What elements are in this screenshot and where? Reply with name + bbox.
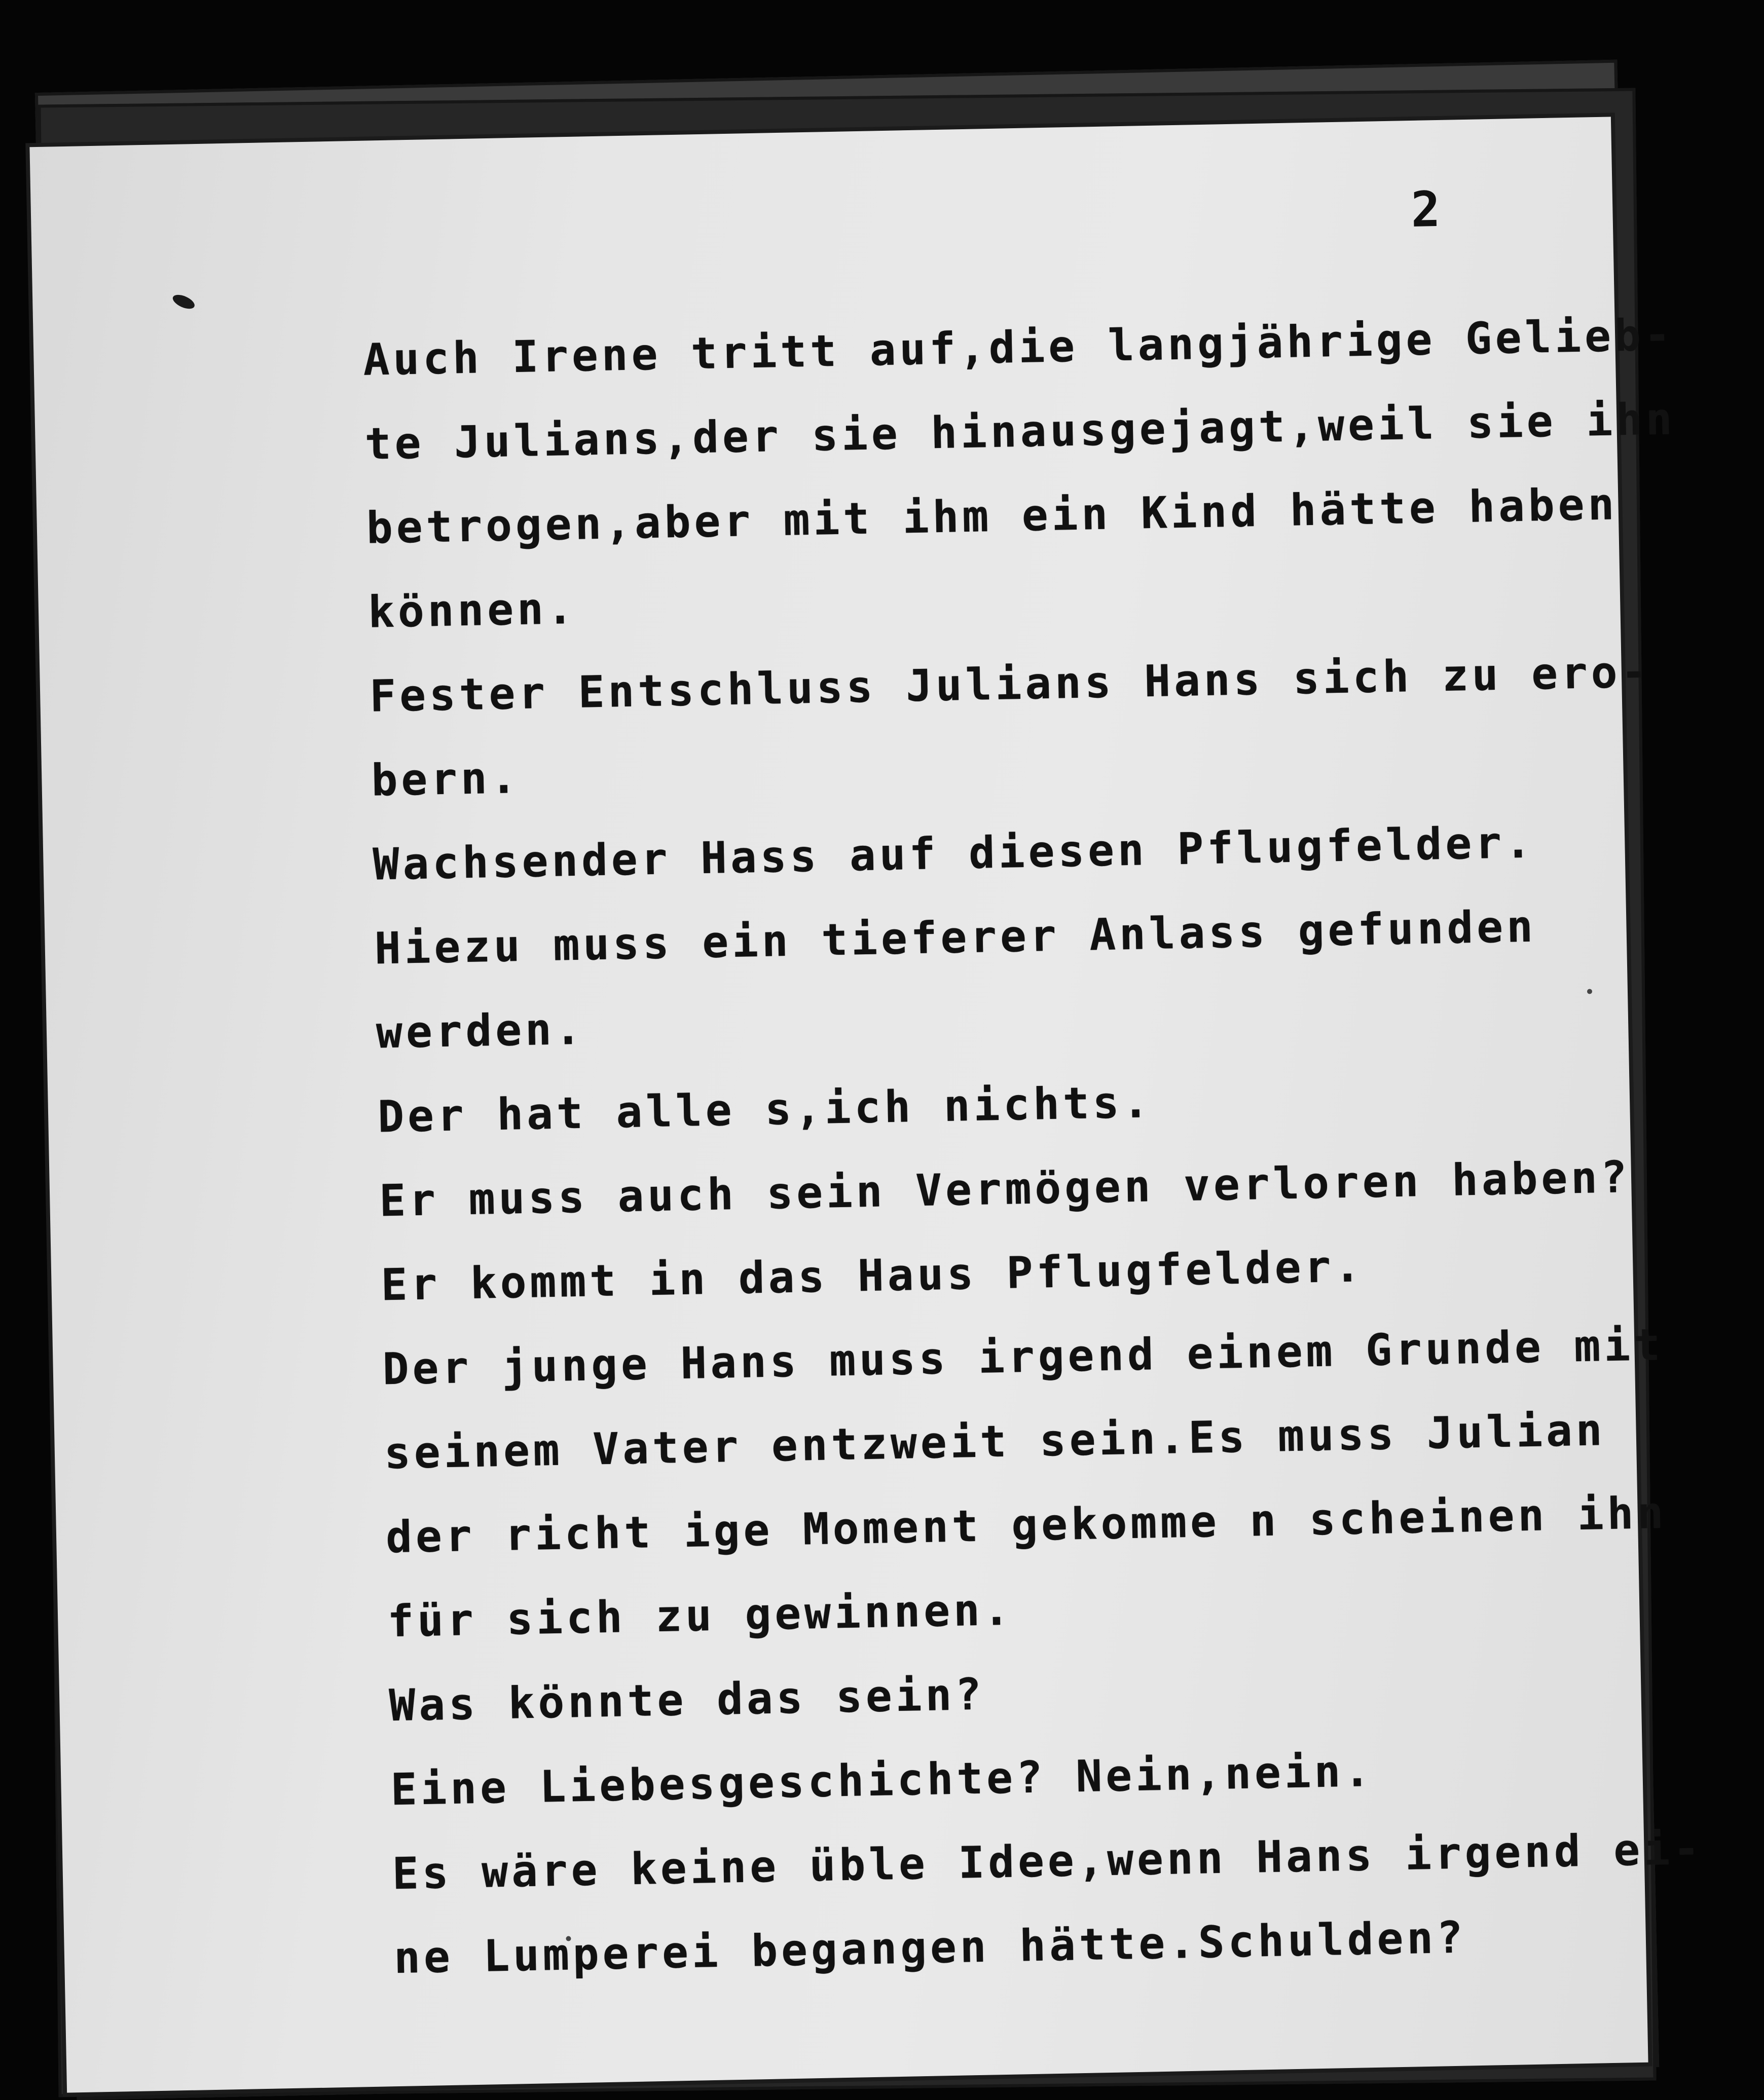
text-line: für sich zu gewinnen. — [387, 1584, 1014, 1647]
text-line: Er kommt in das Haus Pflugfelder. — [380, 1241, 1365, 1311]
text-line: Es wäre keine üble Idee,wenn Hans irgend ei- — [392, 1823, 1704, 1900]
text-line: Der junge Hans muss irgend einem Grunde mit — [382, 1319, 1664, 1395]
text-line: Er muss auch sein Vermögen verloren haben? — [379, 1152, 1631, 1227]
text-line: ne Lumperei begangen hätte.Schulden? — [393, 1912, 1467, 1984]
ink-smudge — [171, 292, 197, 312]
text-line: Eine Liebesgeschichte? Nein,nein. — [390, 1745, 1375, 1816]
typed-text-body — [362, 294, 1704, 2000]
document-page — [29, 117, 1704, 2092]
text-line: werden. — [376, 1003, 585, 1059]
text-line: Hiezu muss ein tieferer Anlass gefunden — [374, 901, 1537, 974]
text-line: Wachsender Hass auf diesen Pflugfelder. — [372, 817, 1535, 890]
page-number: 2 — [1410, 180, 1441, 238]
text-line: Was könnte das sein? — [388, 1669, 985, 1732]
text-line: der richt ige Moment gekomme n scheinen ihn — [385, 1487, 1668, 1563]
text-line: bern. — [371, 752, 521, 806]
text-line: können. — [368, 583, 577, 638]
text-line: Fester Entschluss Julians Hans sich zu ero- — [369, 647, 1651, 722]
text-line: Auch Irene tritt auf,die langjährige Gelieb- — [362, 310, 1675, 386]
text-line: betrogen,aber mit ihm ein Kind hätte haben — [366, 479, 1619, 554]
text-line: te Julians,der sie hinausgejagt,weil sie ihn — [364, 394, 1676, 470]
text-line: Der hat alle s,ich nichts. — [377, 1077, 1153, 1143]
text-line: seinem Vater entzweit sein.Es muss Julian — [384, 1405, 1606, 1479]
